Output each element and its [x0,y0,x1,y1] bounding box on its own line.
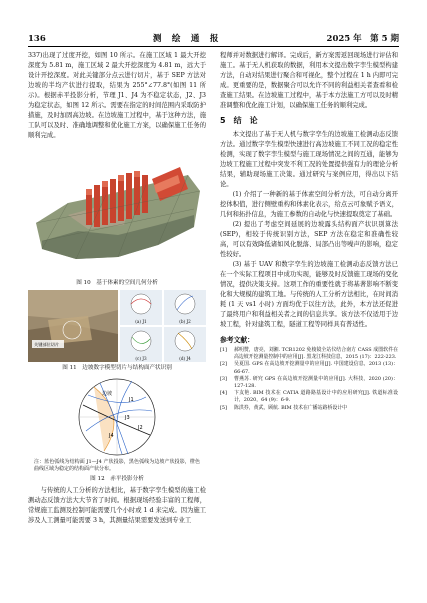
panel-label-d: (d) J4 [179,356,191,361]
left-paragraph-1: 337)出现了过度开挖，如图 10 所示。在施工区域 1 最大开挖深度为 5.81 m，施工区域 2 最大开挖深度为 4.81 m，远大于设计开挖深度。对此关键部分点云进行切片，基于 SEP 方法对边坡的半均产状进行提取，结果为 255°∠77.8°(如图 11 所示)。根据赤平投影分析，节理 J1、J4 为不稳定状态，J2、J3 为稳定状态，如图 12 所示。需要在指定的时间范围内采取防护措施，及时加固高边坡。在边坡施工过程中，基于这种方法，施工队可以及时、准确地调整和优化施工方案，以确保施工任务的顺利完成。 [28,52,206,139]
right-paragraph-1: 程师并对数据进行解译。完成后，新方案需返回现场进行评估和施工。基于无人机获取的数据，利用本文提出数字孪生模型构建方法，自动对结果进行聚合和可视化，整个过程在 1 h 内即可完成。更重要的是，数据聚合可以允许不同的利益相关者查看和检查施工结果。在边坡施工过程中，基于本方法施工方可以及时精准调整和优化施工计划，以确保施工任务的顺利完成。 [220,52,398,109]
slice-tag: 关键部位切片 [34,342,60,347]
label-j1: J1 [129,397,134,403]
panel-label-a: (a) J1 [135,319,147,324]
reference-item: [5] 陈洪券，黄武，顾航. BIM 技术在广播站路桥设计中 [220,404,348,411]
reference-item: [2] 吴夏国. GPS 在高边坡开挖测量中的应用[J]. 中国建设信息，2013 (13)：66-67. [220,361,398,375]
stereo-panel-b [164,290,206,325]
figure-10 [28,145,206,287]
stereo-panel-d [164,327,206,362]
page-number: 136 [28,34,46,44]
label-j3: J3 [125,415,130,421]
right-column [220,51,398,412]
reference-item: [4] 卞友艳. BIM 技术在 CATIA 道路路基设计中的应用研究[J]. 铁道标准设计，2020，64 (9)：6-9. [220,390,398,404]
conclusion-intro: 本文提出了基于无人机与数字孪生的边坡施工检测动态反馈方法。通过数字孪生模型快速进行高边坡施工不同工况的稳定性检测，实现了数字孪生模型与施工现场情况之间的互通，能够为边坡工程施工过程中突发不利工况的处置提供强有力的理论分析结果，辅助现场施工决策。通过研究与案例应用，得出以下结论。 [220,131,398,188]
panel-label-b: (b) J2 [179,319,191,324]
label-j2: J2 [138,425,143,431]
left-paragraph-2: 与传统的人工分析的方法相比，基于数字孪生模型的施工检测动态反馈方法大大节省了时间。根据现场经验丰富的工程师，常规施工监测及控制可能需要几个小时或 1 d 来完成。因为施工涉及人工测量可能需要 3 h，其测量结果需要发送到专业工 [28,487,206,524]
reference-item: [1] 郝明赞，唐亮，刘湘. TCR1202 免棱镜全站仪结合南方 CASS 成图软件在高边坡开挖测量控制中的应用[J]. 黑龙江科技信息，2015 (17)：222-223. [220,347,398,361]
figure-12 [28,375,206,483]
reference-list [220,347,398,412]
stereo-panel-a [120,290,162,325]
slope-slice-photo [28,290,118,362]
voxel-analysis-image [28,145,206,277]
running-header [28,28,399,44]
label-edge: 边坡 [102,391,113,397]
header-rule [28,46,399,47]
journal-title: 测 绘 通 报 [152,34,220,44]
stereo-panel-c [120,327,162,362]
conclusion-1: (1) 介绍了一种新的基于体素空间分析方法，可自动分离开挖体积值，进行侧壁重构和体素化表示，给点云可象赋予语义，几何和拓扑信息，为施工参数的自动化与快速提取奠定了基础。 [220,191,398,218]
section-title: 5 结 论 [220,116,258,125]
panel-label-c: (c) J3 [135,356,147,361]
left-column [28,51,206,526]
conclusion-3: (3) 基于 UAV 和数字孪生的边坡施工检测动态反馈方法已在一个实际工程项目中成功实现，能够及时反馈施工现场的变化情况，提供决策支持。这项工作的重要性就于将基著影响不断变化和大规模的建筑工地。与传统的人工分析方法相比，在时间消耗 (1 天 vs1 小时) 方面均优于以往方法，此外，本方法还促进了最终用户和利益相关者之间的信息共享。该方法不仅适用于边坡工程，针对建筑工程，隧道工程等同样具有普适性。 [220,261,398,328]
references-heading: 参考文献： [220,336,254,344]
figure-12-caption: 图 12 赤平投影分析 [90,476,144,482]
issue-label: 2025 年 第 5 期 [326,34,399,44]
figure-11 [28,290,206,372]
reference-item: [3] 曹燕苏. 研究 GPS 在高边坡开挖测量中的应用[J]. 大科技，2020 (20)：127-128. [220,375,398,390]
conclusion-2: (2) 提出了考虑空间延展的边坡露头结构面产状识别算法(SEP)，相较于传统识别方法，SEP 方法在稳定和准确性较高，可以有效降低诸如风化脱落、局部凸出等噪声的影响，稳定性较好。 [220,221,398,258]
figure-11-caption: 图 11 边坡数字模型切片与结构面产状识别 [62,365,172,371]
figure-12-note: 注：蓝色弧线为结构面 J1—J4 产状投影，黑色弧线为边坡产状投影，橙色曲线区域为稳定的结构面产状分布。 [34,459,200,472]
label-j4: J4 [109,433,114,439]
figure-10-caption: 图 10 基于体素的空间几何分析 [76,280,158,286]
stereographic-projection [28,375,206,459]
